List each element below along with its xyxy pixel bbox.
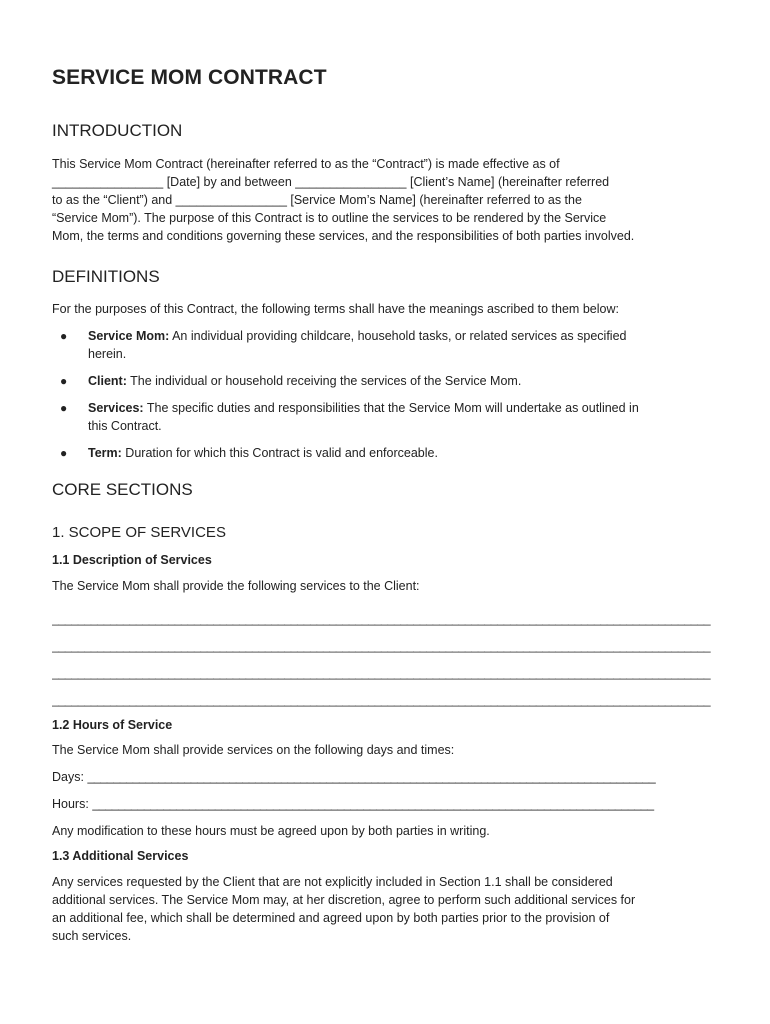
bullet-icon: ● [60, 446, 68, 460]
bullet-icon: ● [60, 329, 68, 343]
introduction-heading: INTRODUCTION [52, 121, 183, 140]
definitions-intro: For the purposes of this Contract, the following terms shall have the meanings ascribed to them below: [52, 302, 619, 316]
document-page [52, 66, 718, 945]
fill-in-line[interactable]: ______________________________________________________________________________________________________ [52, 693, 711, 707]
definition-item [52, 372, 718, 390]
days-fill-in[interactable]: ________________________________________________________________________________________ [87, 770, 656, 784]
fill-in-line[interactable]: ______________________________________________________________________________________________________ [52, 612, 711, 626]
definition-item [52, 327, 718, 363]
core-sections-heading: CORE SECTIONS [52, 480, 193, 499]
definition-text: Duration for which this Contract is valid and enforceable. [125, 446, 438, 460]
bullet-icon: ● [60, 374, 68, 388]
services-fill-in-lines [52, 606, 718, 714]
additional-services-line: an additional fee, which shall be determined and agreed upon by both parties prior to the provision of [52, 911, 610, 925]
days-field [52, 768, 718, 786]
introduction-line: to as the “Client”) and ________________ [Service Mom’s Name] (hereinafter referred to as the [52, 193, 582, 207]
additional-services-heading: 1.3 Additional Services [52, 849, 189, 863]
introduction-line: “Service Mom”). The purpose of this Contract is to outline the services to be rendered by the Service [52, 211, 607, 225]
definition-text: The individual or household receiving the services of the Service Mom. [130, 374, 522, 388]
additional-services-line: such services. [52, 929, 132, 943]
bullet-icon: ● [60, 401, 68, 415]
introduction-paragraph [52, 155, 718, 245]
introduction-line: This Service Mom Contract (hereinafter referred to as the “Contract”) is made effective as of [52, 157, 560, 171]
definition-text: herein. [88, 347, 127, 361]
hours-label: Hours: [52, 797, 89, 811]
description-of-services-text: The Service Mom shall provide the following services to the Client: [52, 579, 420, 593]
hours-of-service-heading: 1.2 Hours of Service [52, 718, 173, 732]
hours-modification-text: Any modification to these hours must be agreed upon by both parties in writing. [52, 824, 490, 838]
definition-text: The specific duties and responsibilities that the Service Mom will undertake as outlined in [146, 401, 639, 415]
days-label: Days: [52, 770, 84, 784]
scope-of-services-heading: 1. SCOPE OF SERVICES [52, 524, 226, 541]
description-of-services-heading: 1.1 Description of Services [52, 553, 212, 567]
fill-in-line[interactable]: ______________________________________________________________________________________________________ [52, 666, 711, 680]
definitions-heading: DEFINITIONS [52, 267, 160, 286]
definition-term: Service Mom: [88, 329, 170, 343]
document-title: SERVICE MOM CONTRACT [52, 66, 327, 89]
definition-item [52, 444, 718, 462]
definitions-list [52, 327, 718, 462]
additional-services-line: additional services. The Service Mom may, at her discretion, agree to perform such additional services for [52, 893, 636, 907]
definition-item [52, 399, 718, 435]
additional-services-paragraph [52, 873, 718, 945]
definition-term: Services: [88, 401, 144, 415]
definition-text: this Contract. [88, 419, 162, 433]
hours-of-service-text: The Service Mom shall provide services on the following days and times: [52, 743, 455, 757]
additional-services-line: Any services requested by the Client that are not explicitly included in Section 1.1 shall be considered [52, 875, 613, 889]
hours-fill-in[interactable]: _______________________________________________________________________________________ [92, 797, 654, 811]
definition-text: An individual providing childcare, household tasks, or related services as specified [172, 329, 627, 343]
definition-term: Term: [88, 446, 122, 460]
introduction-line: Mom, the terms and conditions governing these services, and the responsibilities of both parties involved. [52, 229, 635, 243]
fill-in-line[interactable]: ______________________________________________________________________________________________________ [52, 639, 711, 653]
introduction-line: ________________ [Date] by and between ________________ [Client’s Name] (hereinafter referred [52, 175, 610, 189]
definition-term: Client: [88, 374, 127, 388]
hours-field [52, 795, 718, 813]
